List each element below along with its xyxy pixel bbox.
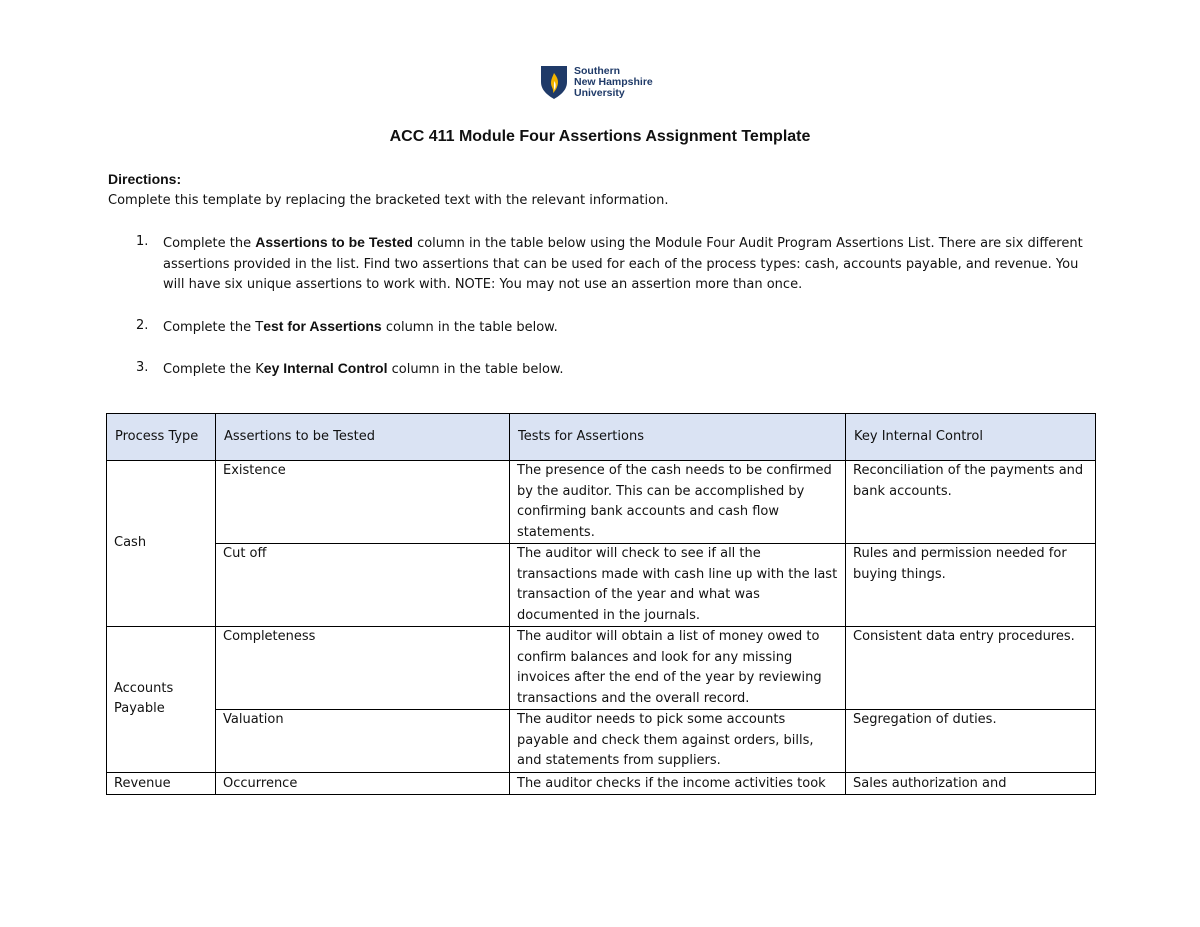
instruction-step bbox=[136, 358, 1096, 381]
control-cell: Reconciliation of the payments and bank accounts. bbox=[846, 461, 1096, 544]
header-tests: Tests for Assertions bbox=[510, 414, 846, 461]
process-type-cell: Accounts Payable bbox=[107, 627, 216, 773]
table-row bbox=[107, 627, 1096, 710]
instruction-step bbox=[136, 232, 1096, 296]
step-text bbox=[163, 316, 1096, 339]
step-number: 2. bbox=[136, 317, 149, 333]
step-text-bold: Assertions to be Tested bbox=[255, 234, 413, 250]
test-cell: The auditor will check to see if all the transactions made with cash line up with the last transaction of the year and what was documented in the journals. bbox=[510, 544, 846, 627]
step-text-post: column in the table below using the Module Four Audit Program Assertions List. There are six different assertions provided in the list. Find two assertions that can be used for each of the process types: cash, accounts payable, and revenue. You will have six unique assertions to work with. NOTE: You may not use an assertion more than once. bbox=[163, 236, 1083, 292]
step-text bbox=[163, 232, 1096, 296]
step-number: 1. bbox=[136, 234, 149, 249]
test-cell: The presence of the cash needs to be confirmed by the auditor. This can be accomplished by confirming bank accounts and cash flow statements. bbox=[510, 461, 846, 544]
header-assertions: Assertions to be Tested bbox=[216, 414, 510, 461]
logo-line-3: University bbox=[574, 86, 625, 99]
step-text bbox=[163, 358, 1096, 381]
control-cell: Sales authorization and bbox=[846, 772, 1096, 795]
table-row bbox=[107, 544, 1096, 627]
logo-wordmark bbox=[574, 66, 653, 99]
table-row bbox=[107, 461, 1096, 544]
shield-flame-icon bbox=[539, 64, 569, 100]
assertion-cell: Completeness bbox=[216, 627, 510, 710]
assertion-cell: Valuation bbox=[216, 710, 510, 773]
document-title: ACC 411 Module Four Assertions Assignment Template bbox=[389, 128, 811, 145]
instruction-list bbox=[136, 232, 1096, 401]
step-number: 3. bbox=[136, 360, 149, 375]
step-text-pre: Complete the T bbox=[163, 319, 264, 335]
assertion-cell: Cut off bbox=[216, 544, 510, 627]
step-text-bold: est for Assertions bbox=[263, 317, 382, 334]
assertion-cell: Existence bbox=[216, 461, 510, 544]
step-text-pre: Complete the K bbox=[163, 362, 264, 377]
step-text-post: column in the table below. bbox=[387, 362, 564, 377]
directions-heading: Directions: bbox=[108, 171, 182, 187]
university-logo bbox=[539, 64, 653, 100]
step-text-bold: ey Internal Control bbox=[263, 360, 388, 376]
control-cell: Segregation of duties. bbox=[846, 710, 1096, 773]
step-text-pre: Complete the bbox=[163, 236, 256, 251]
table-header-row bbox=[107, 414, 1096, 461]
control-cell: Rules and permission needed for buying things. bbox=[846, 544, 1096, 627]
logo-line-1: Southern bbox=[574, 64, 621, 77]
test-cell: The auditor checks if the income activities took bbox=[510, 772, 846, 795]
test-cell: The auditor needs to pick some accounts payable and check them against orders, bills, and statements from suppliers. bbox=[510, 710, 846, 773]
directions-text: Complete this template by replacing the bracketed text with the relevant information. bbox=[108, 193, 669, 208]
control-cell: Consistent data entry procedures. bbox=[846, 627, 1096, 710]
process-type-cell: Cash bbox=[107, 461, 216, 627]
header-process-type: Process Type bbox=[107, 414, 216, 461]
logo-line-2: New Hampshire bbox=[574, 75, 653, 88]
step-text-post: column in the table below. bbox=[381, 319, 558, 335]
header-key-control: Key Internal Control bbox=[846, 414, 1096, 461]
assertions-table bbox=[106, 413, 1096, 795]
table-row bbox=[107, 772, 1096, 795]
table-row bbox=[107, 710, 1096, 773]
test-cell: The auditor will obtain a list of money owed to confirm balances and look for any missing invoices after the end of the year by reviewing transactions and the overall record. bbox=[510, 627, 846, 710]
assertion-cell: Occurrence bbox=[216, 772, 510, 795]
process-type-cell: Revenue bbox=[107, 772, 216, 795]
instruction-step bbox=[136, 316, 1096, 339]
